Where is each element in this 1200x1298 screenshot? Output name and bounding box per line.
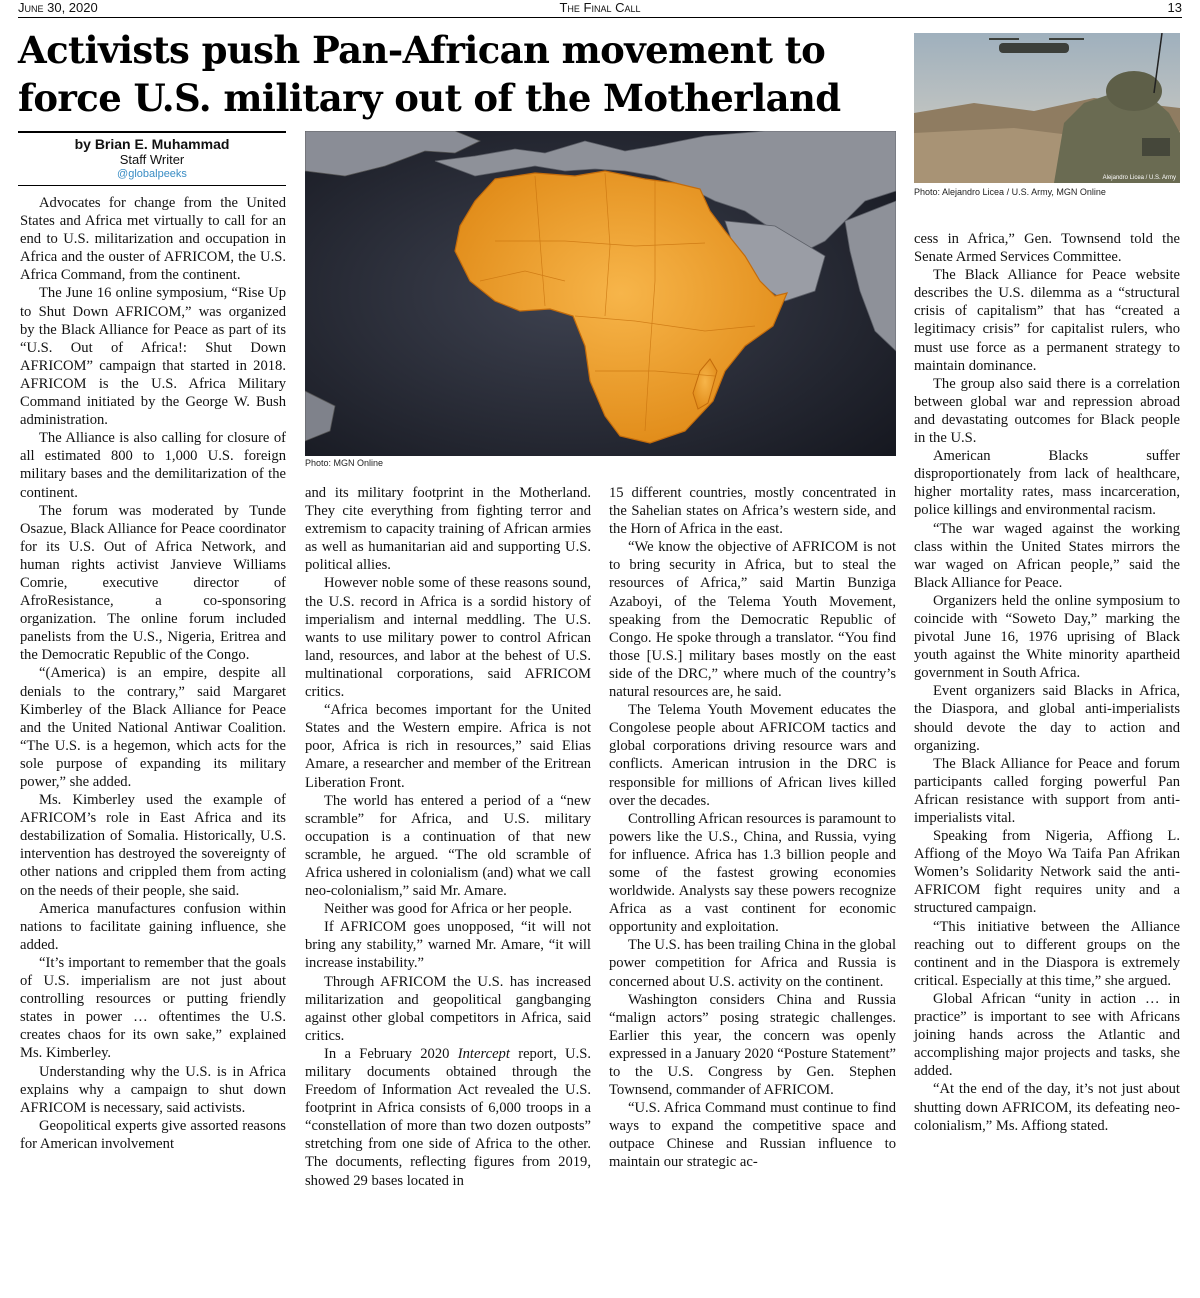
- article-paragraph: “(America) is an empire, despite all denials to the contrary,” said Margaret Kimberley of the Black Alliance for Peace and the United National Antiwar Coalition. “The U.S. is a hegemon, which acts for the sole purpose of expanding its military power,” she added.: [20, 665, 286, 790]
- photo-caption: Photo: Alejandro Licea / U.S. Army, MGN Online: [914, 187, 1106, 197]
- article-paragraph: “The war waged against the working class within the United States mirrors the war waged on African people,” said the Black Alliance for Peace.: [914, 520, 1180, 591]
- article-paragraph: “This initiative between the Alliance reaching out to different groups on the continent and in the Diaspora is extremely critical. Especially at this time,” she argued.: [914, 918, 1180, 989]
- article-column-1: [20, 194, 286, 1153]
- article-paragraph: In a February 2020 Intercept report, U.S. military documents obtained through the Freedom of Information Act revealed the U.S. footprint in Africa consists of 6,000 troops in a “constellation of more than two dozen outposts” stretching from one side of Africa to the other. The documents, reflecting figures from 2019, showed 29 bases located in: [305, 1045, 591, 1189]
- article-paragraph: The group also said there is a correlation between global war and repression abroad and devastating outcomes for Black people in the U.S.: [914, 375, 1180, 447]
- article-paragraph: The Black Alliance for Peace website describes the U.S. dilemma as a “structural crisis of capitalism” that has “created a legitimacy crisis” for capitalist rulers, who must use force as a permanent strategy to maintain dominance.: [914, 267, 1180, 374]
- article-paragraph: If AFRICOM goes unopposed, “it will not bring any stability,” warned Mr. Amare, “it will increase instability.”: [305, 919, 591, 972]
- article-paragraph: and its military footprint in the Motherland. They cite everything from fighting terror and extremism to capacity training of African armies as well as humanitarian aid and supporting U.S. political allies.: [305, 485, 591, 574]
- article-paragraph: The Alliance is also calling for closure of all estimated 800 to 1,000 U.S. foreign military bases and the demilitarization of the continent.: [20, 430, 286, 501]
- article-paragraph: The Telema Youth Movement educates the Congolese people about AFRICOM tactics and global corporations driving resource wars and conflicts. American intrusion in the DRC is responsible for millions of African lives killed over the decades.: [609, 702, 896, 809]
- article-paragraph: Organizers held the online symposium to coincide with “Soweto Day,” marking the pivotal June 16, 1976 uprising of Black youth against the White minority apartheid government in South Africa.: [914, 592, 1180, 682]
- article-paragraph: Neither was good for Africa or her people.: [324, 901, 573, 918]
- soldier-photo-graphic: [914, 33, 1180, 183]
- article-paragraph: Controlling African resources is paramount to powers like the U.S., China, and Russia, vying for influence. Africa has 1.3 billion people and some of the fastest growing economies worldwide. Analysts say these powers recognize Africa as a vast continent for economic opportunity and exploitation.: [609, 810, 896, 936]
- article-paragraph: The forum was moderated by Tunde Osazue, Black Alliance for Peace coordinator for its U.S. Out of Africa Network, and human rights activist Janvieve Williams Comrie, executive director of AfroResistance, a co-sponsoring organization. The online forum included panelists from the U.S., Nigeria, Eritrea and the Democratic Republic of the Congo.: [20, 502, 286, 664]
- article-paragraph: The world has entered a period of a “new scramble” for Africa, and U.S. military occupation is a continuation of that new scramble, he argued. “The old scramble of Africa ushered in colonialism (and) what we call neo-colonialism,” said Mr. Amare.: [305, 792, 591, 900]
- article-paragraph: “We know the objective of AFRICOM is not to bring security in Africa, but to steal the resources of Africa,” said Martin Bunziga Azaboyi, of the Telema Youth Movement, speaking from the Democratic Republic of Congo. He spoke through a translator. “You find those [U.S.] military bases mostly on the east side of the DRC,” where much of the country’s natural resources are, he said.: [609, 539, 896, 701]
- article-paragraph: 15 different countries, mostly concentrated in the Sahelian states on Africa’s western side, and the Horn of Africa in the east.: [609, 485, 896, 538]
- article-paragraph: The Black Alliance for Peace and forum participants called forging powerful Pan African resistance with support from anti-imperialists vital.: [914, 755, 1180, 826]
- article-paragraph: cess in Africa,” Gen. Townsend told the Senate Armed Services Committee.: [914, 231, 1180, 266]
- article-column-3: [609, 484, 896, 1172]
- page-number: 13: [1167, 0, 1182, 15]
- page-header: [18, 0, 1182, 18]
- map-caption: Photo: MGN Online: [305, 458, 384, 468]
- article-paragraph: However noble some of these reasons sound, the U.S. record in Africa is a sordid history of imperialism and internal meddling. The U.S. wants to use military power to control African land, resources, and labor at the behest of U.S. multinational corporations, said AFRICOM critics.: [305, 575, 591, 701]
- article-paragraph: American Blacks suffer disproportionately from lack of healthcare, higher mortality rates, mass incarceration, police killings and environmental racism.: [914, 448, 1180, 519]
- article-paragraph: “At the end of the day, it’s not just about shutting down AFRICOM, its defeating neo-colonialism,” Ms. Affiong stated.: [914, 1081, 1180, 1134]
- publication-reference: Intercept: [457, 1045, 510, 1062]
- byline-rule: [18, 185, 286, 186]
- author-title: Staff Writer: [119, 152, 185, 167]
- article-paragraph: Through AFRICOM the U.S. has increased militarization and geopolitical gangbanging against other global competitors in Africa, said critics.: [305, 973, 591, 1044]
- article-paragraph: Geopolitical experts give assorted reasons for American involvement: [20, 1117, 286, 1152]
- soldier-photo: [914, 33, 1180, 183]
- byline: [18, 131, 286, 186]
- article-column-4: [914, 230, 1180, 1135]
- africa-map-image: [305, 131, 896, 456]
- issue-date: June 30, 2020: [18, 0, 98, 15]
- article-paragraph: “U.S. Africa Command must continue to find ways to expand the competitive space and outpace Chinese and Russian influence to maintain our strategic ac-: [609, 1100, 896, 1171]
- article-paragraph: “It’s important to remember that the goals of U.S. imperialism are not just about controlling resources or putting friendly states in power … oftentimes the U.S. creates chaos for its own sake,” explained Ms. Kimberley.: [20, 954, 286, 1062]
- article-paragraph: The June 16 online symposium, “Rise Up to Shut Down AFRICOM,” was organized by the Black Alliance for Peace as part of its “U.S. Out of Africa!: Shut Down AFRICOM” campaign that started in 2018. AFRICOM is the U.S. Africa Military Command initiated by the George W. Bush administration.: [20, 285, 286, 429]
- article-paragraph: Washington considers China and Russia “malign actors” posing strategic challenges. Earlier this year, the concern was openly expressed in a January 2020 “Posture Statement” to the U.S. Congress by Gen. Stephen Townsend, commander of AFRICOM.: [609, 991, 896, 1099]
- article-paragraph: Understanding why the U.S. is in Africa explains why a campaign to shut down AFRICOM is necessary, said activists.: [20, 1063, 286, 1116]
- article-paragraph: America manufactures confusion within nations to facilitate gaining influence, she added.: [20, 900, 286, 953]
- article-paragraph: Event organizers said Blacks in Africa, the Diaspora, and global anti-imperialists should devote the day to action and organizing.: [914, 683, 1180, 754]
- africa-map-graphic: [305, 131, 896, 456]
- article-paragraph: Speaking from Nigeria, Affiong L. Affiong of the Moyo Wa Taifa Pan Afrikan Women’s Solidarity Network said the anti-AFRICOM fight requires unity and a structured campaign.: [914, 828, 1180, 917]
- article-paragraph: Global African “unity in action … in practice” is important to see with Africans joining hands across the Atlantic and accomplishing major projects and tasks, she added.: [914, 990, 1180, 1080]
- article-paragraph: “Africa becomes important for the United States and the Western empire. Africa is not poor, Africa is rich in resources,” said Elias Amare, a researcher and member of the Eritrean Liberation Front.: [305, 702, 591, 791]
- author-name: by Brian E. Muhammad: [74, 136, 230, 152]
- photo-credit-overlay: Alejandro Licea / U.S. Army: [1102, 175, 1176, 181]
- article-paragraph: Ms. Kimberley used the example of AFRICOM’s role in East Africa and its destabilization of Somalia. Historically, U.S. intervention has destroyed the sovereignty of other nations and crippled them from acting on the needs of their people, she said.: [20, 792, 286, 899]
- author-handle[interactable]: @globalpeeks: [117, 168, 187, 180]
- article-paragraph: The U.S. has been trailing China in the global power competition for Africa and Russia is concerned about U.S. activity on the continent.: [609, 937, 896, 990]
- headline: Activists push Pan-African movement to force U.S. military out of the Motherland: [18, 28, 841, 120]
- article-column-2: [305, 484, 591, 1190]
- flag-patch: [1142, 138, 1170, 156]
- publication-name: The Final Call: [559, 0, 641, 15]
- article-paragraph: Advocates for change from the United States and Africa met virtually to call for an end to U.S. militarization and occupation in Africa and the ouster of AFRICOM, the U.S. Africa Command, from the continent.: [20, 195, 286, 284]
